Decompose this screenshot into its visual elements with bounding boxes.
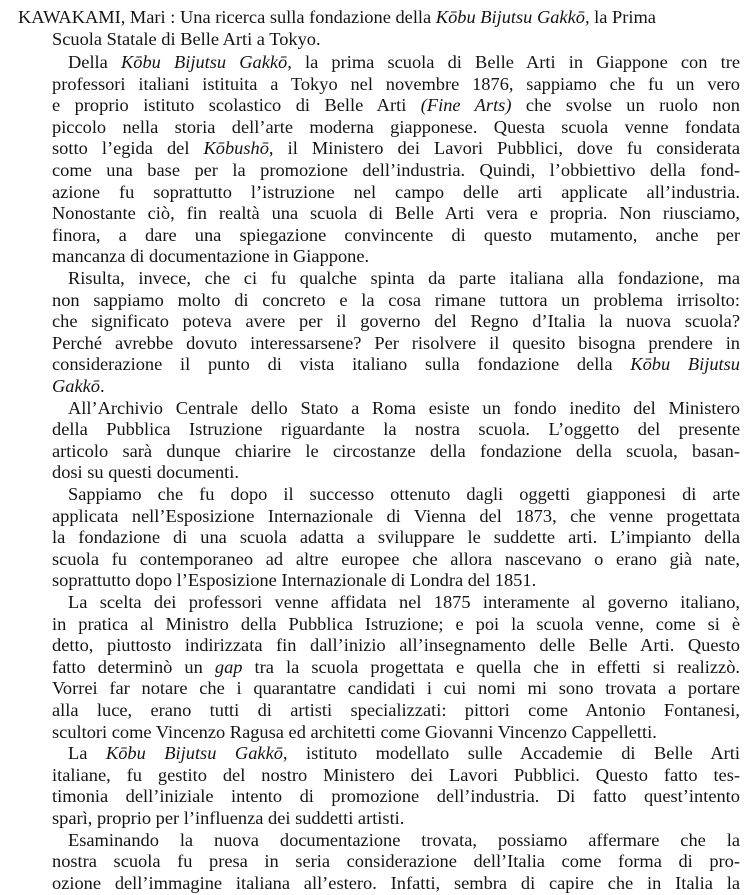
- text-line: [52, 785, 740, 807]
- italic-text: Kōbu Bijutsu Gakkō,: [120, 52, 292, 72]
- line-text: che significato poteva avere per il governo del Regno d’Italia la nuova scuola?: [52, 311, 740, 332]
- text-line: [68, 397, 740, 419]
- line-text: istituto modellato sulle Accademie di Belle Arti: [287, 743, 740, 764]
- heading-title-part: Una ricerca sulla fondazione della: [179, 7, 436, 27]
- line-text: non sappiamo molto di concreto e la cosa rimane tuttora un problema irrisolto:: [52, 289, 740, 310]
- italic-text: Kōbu Bijutsu Gakkō,: [105, 743, 288, 764]
- text-line: [52, 677, 740, 699]
- line-text: All’Archivio Centrale dello Stato a Roma esiste un fondo inedito del Ministero: [68, 397, 740, 418]
- line-text: applicata nell’Esposizione Internazionale di Vienna del 1873, che venne progettata: [52, 505, 740, 526]
- line-text: la prima scuola di Belle Arti in Giappone con tre: [291, 52, 740, 72]
- text-line: [68, 829, 740, 851]
- line-text: sotto l’egida del: [52, 138, 204, 159]
- heading-title-italic: Kōbu Bijutsu Gakkō,: [435, 7, 590, 27]
- author-name: KAWAKAMI, Mari: [18, 7, 166, 27]
- text-line: [52, 159, 740, 181]
- italic-text: Gakkō: [52, 376, 100, 396]
- italic-text: gap: [214, 656, 243, 677]
- line-text: La: [68, 743, 106, 764]
- line-text: mancanza di documentazione in Giappone.: [52, 246, 370, 267]
- line-text: finora, a dare una spiegazione convincente di questo mutamento, anche per: [52, 224, 740, 245]
- text-line: [52, 94, 740, 116]
- heading-separator: :: [165, 7, 180, 27]
- line-text: La scelta dei professori venne affidata nel 1875 interamente al governo italiano,: [68, 592, 740, 612]
- line-text: ozione dell’immagine italiana all’estero. Infatti, sembra di capire che in Italia la: [52, 872, 740, 893]
- text-line: [52, 569, 536, 591]
- text-line: [52, 872, 740, 894]
- italic-text: Kōbu Bijutsu: [630, 354, 740, 375]
- text-line: [68, 267, 740, 289]
- line-text: in pratica al Ministro della Pubblica Istruzione; e poi la scuola venne, come si è: [52, 613, 740, 634]
- text-line: [52, 634, 740, 656]
- text-line: [52, 181, 740, 203]
- line-text: italiane, fu gestito del nostro Ministero dei Lavori Pubblici. Questo fatto tes-: [52, 764, 740, 785]
- line-text: articolo sarà dunque chiarire le circostanze della fondazione della scuola, basan-: [52, 440, 740, 461]
- line-text: scultori come Vincenzo Ragusa ed architetti come Giovanni Vincenzo Cappelletti.: [52, 721, 657, 742]
- line-text: che svolse un ruolo non: [511, 95, 740, 116]
- text-line: [52, 289, 740, 311]
- text-line: [52, 461, 239, 483]
- heading-title-part: la Prima: [589, 7, 656, 27]
- text-line: [52, 440, 740, 462]
- text-line: [52, 850, 740, 872]
- text-line: [52, 332, 740, 354]
- line-text: della Pubblica Istruzione riguardante la nostra scuola. L’oggetto del presente: [52, 419, 740, 440]
- text-line: [52, 224, 740, 246]
- line-text: , il Ministero dei Lavori Pubblici, dove fu considerata: [268, 138, 741, 159]
- line-text: piccolo nella storia dell’arte moderna giapponese. Questa scuola venne fondata: [52, 116, 740, 137]
- text-line: [68, 742, 740, 764]
- line-text: nostra scuola fu presa in seria considerazione dell’Italia come forma di pro-: [52, 851, 740, 872]
- text-line: [68, 483, 740, 505]
- text-line: [52, 613, 740, 635]
- line-text: come una base per la promozione dell’industria. Quindi, l’obbiettivo della fond-: [52, 160, 740, 180]
- text-line: [52, 505, 740, 527]
- text-line: [68, 51, 740, 73]
- line-text: Nonostante ciò, fin realtà una scuola di Belle Arti vera e propria. Non riusciamo,: [52, 203, 740, 224]
- line-text: Esaminando la nuova documentazione trovata, possiamo affermare che la: [68, 829, 740, 850]
- text-line: [52, 353, 740, 375]
- line-text: timonia dell’iniziale intento di promozione dell’industria. Di fatto quest’intento: [52, 786, 740, 807]
- text-line: [52, 202, 740, 224]
- line-text: alla luce, erano tutti di artisti specializzati: pittori come Antonio Fontanesi,: [52, 700, 740, 720]
- heading-line-1: [18, 6, 740, 28]
- line-text: .: [100, 376, 105, 396]
- line-text: e proprio istituto scolastico di Belle Arti: [52, 95, 421, 116]
- heading-title-part: Scuola Statale di Belle Arti a Tokyo.: [52, 29, 321, 49]
- line-text: considerazione il punto di vista italiano sulla fondazione della: [52, 354, 631, 375]
- text-line: [52, 418, 740, 440]
- line-text: dosi su questi documenti.: [52, 462, 239, 483]
- text-line: [52, 73, 740, 95]
- text-line: [52, 310, 740, 332]
- line-text: Risulta, invece, che ci fu qualche spinta da parte italiana alla fondazione, ma: [68, 268, 740, 288]
- line-text: sparì, proprio per l’influenza dei suddetti artisti.: [52, 808, 405, 828]
- line-text: Sappiamo che fu dopo il successo ottenuto dagli oggetti giapponesi di arte: [68, 484, 740, 504]
- line-text: fatto determinò un: [52, 656, 215, 677]
- text-line: [52, 116, 740, 138]
- text-line: [52, 721, 657, 743]
- line-text: detto, piuttosto indirizzata fin dall’inizio all’insegnamento delle Belle Arti. Questo: [52, 635, 740, 656]
- text-line: [52, 699, 740, 721]
- text-line: [52, 245, 369, 267]
- line-text: la fondazione di una scuola adatta a sviluppare le suddette arti. L’impianto della: [52, 527, 740, 548]
- text-line: [52, 656, 740, 678]
- heading-line-2: [52, 28, 321, 50]
- line-text: tra la scuola progettata e quella che in effetti si realizzò.: [242, 656, 740, 677]
- italic-text: (Fine Arts): [420, 95, 512, 116]
- text-line: [52, 764, 740, 786]
- line-text: scuola fu contemporaneo ad altre europee che allora nascevano o erano già nate,: [52, 548, 740, 569]
- text-line: [68, 591, 740, 613]
- line-text: Perché avrebbe dovuto interessarsene? Per risolvere il quesito bisogna prendere in: [52, 332, 740, 353]
- text-line: [52, 548, 740, 570]
- text-line: [52, 375, 105, 397]
- line-text: Della: [68, 52, 121, 72]
- line-text: azione fu soprattutto l’istruzione nel campo delle arti applicate all’industria.: [52, 181, 740, 202]
- italic-text: Kōbushō: [203, 138, 269, 159]
- line-text: professori italiani istituita a Tokyo nel novembre 1876, sappiamo che fu un vero: [52, 73, 740, 94]
- text-line: [52, 526, 740, 548]
- line-text: soprattutto dopo l’Esposizione Internazionale di Londra del 1851.: [52, 570, 537, 591]
- text-line: [52, 807, 404, 829]
- text-line: [52, 137, 740, 159]
- line-text: Vorrei far notare che i quarantatre candidati i cui nomi mi sono trovata a portare: [52, 678, 740, 699]
